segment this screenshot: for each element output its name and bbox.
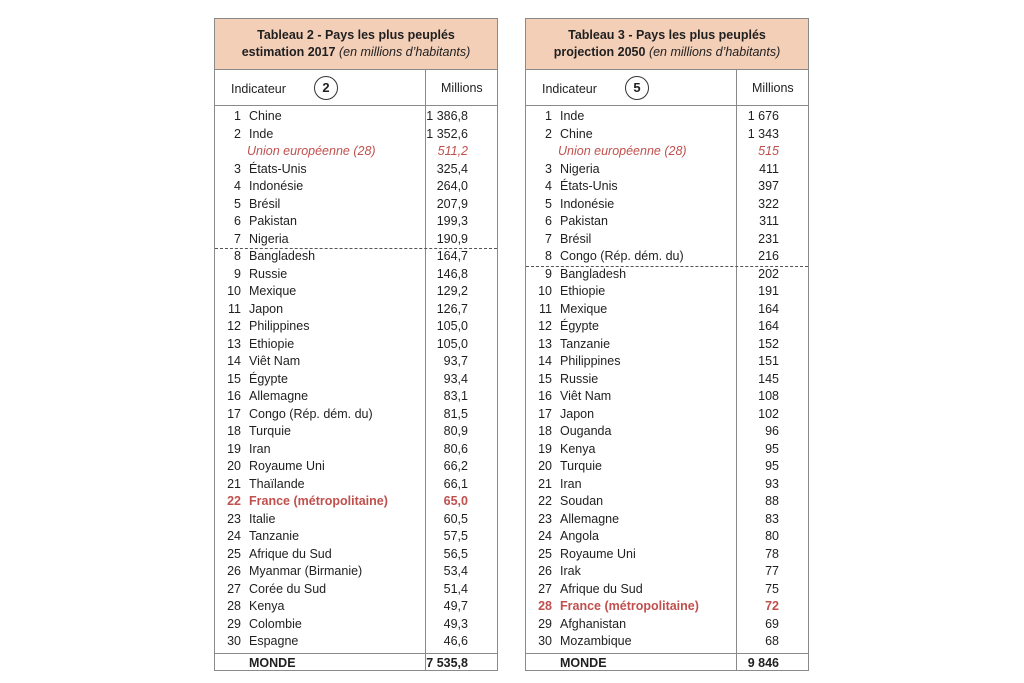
rank-cell: 15 — [227, 371, 241, 386]
country-cell: Allemagne — [249, 389, 309, 403]
table-row — [526, 423, 808, 441]
country-cell: Pakistan — [560, 214, 608, 228]
value-cell: 1 386,8 — [426, 109, 468, 123]
value-cell: 77 — [765, 564, 779, 578]
value-cell: 49,7 — [443, 599, 468, 613]
value-cell: 1 343 — [747, 126, 779, 141]
rank-cell: 14 — [538, 354, 552, 368]
rank-cell: 28 — [538, 599, 552, 613]
rank-cell: 6 — [545, 214, 552, 228]
value-cell: 146,8 — [436, 266, 468, 281]
value-cell: 66,2 — [443, 459, 468, 473]
total-label: MONDE — [249, 656, 296, 670]
country-cell: Tanzanie — [249, 529, 300, 543]
value-cell: 397 — [758, 179, 779, 193]
value-cell: 95 — [765, 441, 779, 456]
table-row — [215, 388, 497, 406]
value-cell: 164 — [758, 319, 779, 333]
table-row — [526, 371, 808, 389]
millions-column-label: Millions — [752, 81, 794, 95]
table-title: Tableau 3 - Pays les plus peuplés — [568, 28, 766, 42]
table-subtitle — [554, 44, 781, 61]
rank-cell: 28 — [227, 599, 241, 613]
value-cell: 190,9 — [436, 231, 468, 246]
rank-cell: 23 — [227, 511, 241, 526]
rank-cell: 15 — [538, 371, 552, 386]
rank-cell: 4 — [545, 179, 552, 193]
value-cell: 88 — [765, 494, 779, 508]
rank-cell: 23 — [538, 511, 552, 526]
table-row — [526, 406, 808, 424]
table-row — [215, 598, 497, 616]
table-row — [215, 458, 497, 476]
country-cell: Tanzanie — [560, 336, 611, 351]
subtitle-unit: (en millions d’habitants) — [648, 45, 781, 59]
total-value: 9 846 — [747, 656, 779, 670]
value-cell: 102 — [758, 406, 779, 421]
table-row — [526, 213, 808, 231]
rank-cell: 13 — [538, 336, 552, 351]
value-cell: 105,0 — [436, 336, 468, 351]
country-cell: Russie — [249, 266, 288, 281]
value-cell: 129,2 — [436, 284, 468, 298]
table-row — [526, 143, 808, 161]
country-cell: Japon — [560, 406, 595, 421]
country-cell: Chine — [560, 126, 593, 141]
indicator-column-label: Indicateur — [231, 82, 286, 96]
value-cell: 69 — [765, 616, 779, 631]
country-cell: Turquie — [560, 459, 602, 473]
table-row — [526, 581, 808, 599]
country-cell: Italie — [249, 511, 276, 526]
value-cell: 51,4 — [443, 581, 468, 596]
column-header-row — [526, 70, 808, 106]
country-cell: Brésil — [249, 196, 281, 211]
table-row — [526, 563, 808, 581]
table-row — [526, 528, 808, 546]
value-cell: 68 — [765, 634, 779, 648]
table-row — [526, 598, 808, 616]
millions-column-label: Millions — [441, 81, 483, 95]
country-cell: France (métropolitaine) — [249, 494, 388, 508]
country-cell: Turquie — [249, 424, 291, 438]
value-cell: 65,0 — [443, 494, 468, 508]
rank-cell: 26 — [538, 564, 552, 578]
rank-cell: 29 — [227, 616, 241, 631]
subtitle-period: projection 2050 — [553, 45, 646, 59]
table-row — [526, 633, 808, 651]
rank-cell: 2 — [234, 126, 241, 141]
value-cell: 96 — [765, 424, 779, 438]
value-cell: 75 — [765, 581, 779, 596]
table-row — [215, 318, 497, 336]
table-row — [215, 161, 497, 179]
table-row — [526, 616, 808, 634]
value-cell: 105,0 — [436, 319, 468, 333]
rank-cell: 1 — [234, 109, 241, 123]
country-cell: Viêt Nam — [249, 354, 301, 368]
rank-cell: 22 — [538, 494, 552, 508]
rank-cell: 30 — [227, 634, 241, 648]
value-cell: 46,6 — [443, 634, 468, 648]
table-row — [526, 458, 808, 476]
table-row — [215, 546, 497, 564]
value-cell: 325,4 — [436, 161, 468, 176]
table-row — [215, 196, 497, 214]
value-cell: 80,6 — [443, 441, 468, 456]
rank-cell: 18 — [538, 424, 552, 438]
value-cell: 311 — [759, 214, 779, 228]
table-row — [215, 406, 497, 424]
table-row — [526, 546, 808, 564]
value-cell: 264,0 — [436, 179, 468, 193]
rank-cell: 24 — [227, 529, 241, 543]
rank-cell: 4 — [234, 179, 241, 193]
table-row — [526, 353, 808, 371]
country-cell: Afrique du Sud — [249, 546, 332, 561]
rank-cell: 20 — [227, 459, 241, 473]
value-cell: 49,3 — [443, 616, 468, 631]
country-cell: Brésil — [560, 231, 592, 246]
value-cell: 164 — [758, 301, 779, 316]
value-cell: 216 — [758, 249, 779, 263]
country-cell: Irak — [560, 564, 581, 578]
country-cell: Bangladesh — [249, 249, 316, 263]
table-row — [526, 248, 808, 266]
table-row — [215, 493, 497, 511]
table-row — [215, 231, 497, 249]
rank-cell: 20 — [538, 459, 552, 473]
value-cell: 511,2 — [437, 144, 468, 158]
rank-cell: 6 — [234, 214, 241, 228]
table-row — [215, 581, 497, 599]
table-row — [215, 563, 497, 581]
country-cell: Iran — [249, 441, 271, 456]
country-cell: Espagne — [249, 634, 299, 648]
table-row — [215, 423, 497, 441]
table-row — [215, 301, 497, 319]
country-cell: Colombie — [249, 616, 302, 631]
country-cell: Kenya — [249, 599, 285, 613]
table-row — [526, 301, 808, 319]
country-cell: Mexique — [249, 284, 297, 298]
value-cell: 199,3 — [436, 214, 468, 228]
value-cell: 83,1 — [443, 389, 468, 403]
rank-cell: 11 — [228, 301, 241, 316]
value-cell: 53,4 — [443, 564, 468, 578]
country-cell: Indonésie — [560, 196, 615, 211]
rank-cell: 9 — [545, 266, 552, 281]
indicator-column-label: Indicateur — [542, 82, 597, 96]
table-row — [526, 196, 808, 214]
value-cell: 191 — [758, 284, 779, 298]
value-cell: 126,7 — [436, 301, 468, 316]
table-row — [526, 126, 808, 144]
table-header — [526, 19, 808, 70]
table-row — [215, 353, 497, 371]
rank-cell: 5 — [545, 196, 552, 211]
country-cell: Égypte — [560, 319, 599, 333]
rank-cell: 3 — [234, 161, 241, 176]
country-cell: Mozambique — [560, 634, 632, 648]
rank-cell: 14 — [227, 354, 241, 368]
country-cell: Inde — [560, 109, 585, 123]
table-subtitle — [242, 44, 471, 61]
country-cell: Philippines — [560, 354, 621, 368]
country-cell: Bangladesh — [560, 266, 627, 281]
rank-cell: 10 — [227, 284, 241, 298]
country-cell: Afrique du Sud — [560, 581, 643, 596]
table-row — [215, 476, 497, 494]
value-cell: 515 — [758, 144, 779, 158]
rank-cell: 27 — [538, 581, 552, 596]
table-row — [526, 231, 808, 249]
table-row — [215, 528, 497, 546]
rank-cell: 8 — [234, 249, 241, 263]
value-cell: 231 — [758, 231, 779, 246]
value-cell: 207,9 — [436, 196, 468, 211]
table-2-most-populous-2017 — [214, 18, 498, 671]
table-row — [215, 633, 497, 651]
rank-cell: 21 — [227, 476, 241, 491]
table-row — [526, 336, 808, 354]
rank-cell: 13 — [227, 336, 241, 351]
table-header — [215, 19, 497, 70]
total-row — [526, 653, 808, 672]
country-cell: Nigeria — [249, 231, 289, 246]
table-row — [215, 178, 497, 196]
total-row — [215, 653, 497, 672]
country-cell: Iran — [560, 476, 582, 491]
country-cell: Afghanistan — [560, 616, 627, 631]
value-cell: 60,5 — [443, 511, 468, 526]
country-cell: Myanmar (Birmanie) — [249, 564, 363, 578]
value-cell: 108 — [758, 389, 779, 403]
value-cell: 80 — [765, 529, 779, 543]
rank-cell: 1 — [545, 109, 552, 123]
country-cell: États-Unis — [249, 161, 307, 176]
table-row — [215, 511, 497, 529]
value-cell: 202 — [758, 266, 779, 281]
country-cell: Ethiopie — [560, 284, 606, 298]
value-cell: 72 — [765, 599, 779, 613]
country-cell: Indonésie — [249, 179, 304, 193]
rank-cell: 21 — [538, 476, 552, 491]
value-cell: 56,5 — [443, 546, 468, 561]
value-cell: 95 — [765, 459, 779, 473]
table-row — [215, 126, 497, 144]
rank-cell: 9 — [234, 266, 241, 281]
table-row — [215, 108, 497, 126]
rank-cell: 7 — [545, 231, 552, 246]
rank-cell: 25 — [538, 546, 552, 561]
rank-cell: 19 — [227, 441, 241, 456]
rank-cell: 24 — [538, 529, 552, 543]
value-cell: 81,5 — [443, 406, 468, 421]
country-cell: Égypte — [249, 371, 288, 386]
country-cell: Japon — [249, 301, 284, 316]
table-row — [215, 371, 497, 389]
rank-cell: 26 — [227, 564, 241, 578]
table-row — [526, 283, 808, 301]
value-cell: 152 — [758, 336, 779, 351]
country-cell: Philippines — [249, 319, 310, 333]
country-cell: Royaume Uni — [249, 459, 325, 473]
value-cell: 93,7 — [443, 354, 468, 368]
rank-cell: 25 — [227, 546, 241, 561]
rank-cell: 27 — [227, 581, 241, 596]
table-row — [215, 143, 497, 161]
country-cell: Chine — [249, 109, 282, 123]
country-cell: Congo (Rép. dém. du) — [560, 249, 684, 263]
table-row — [526, 161, 808, 179]
rank-cell: 22 — [227, 494, 241, 508]
country-cell: Ouganda — [560, 424, 612, 438]
table-row — [526, 493, 808, 511]
rank-cell: 10 — [538, 284, 552, 298]
rank-cell: 17 — [227, 406, 241, 421]
indicator-number-badge: 2 — [314, 76, 338, 100]
country-cell: Allemagne — [560, 511, 620, 526]
table-row — [215, 266, 497, 284]
value-cell: 66,1 — [443, 476, 468, 491]
rank-cell: 11 — [539, 301, 552, 316]
table-row — [215, 248, 497, 266]
value-cell: 93,4 — [443, 371, 468, 386]
table-title: Tableau 2 - Pays les plus peuplés — [257, 28, 455, 42]
country-cell: Nigeria — [560, 161, 600, 176]
value-cell: 145 — [758, 371, 779, 386]
rank-cell: 12 — [538, 319, 552, 333]
subtitle-unit: (en millions d’habitants) — [338, 45, 471, 59]
table-row — [526, 318, 808, 336]
rank-cell: 17 — [538, 406, 552, 421]
table-row — [526, 476, 808, 494]
country-cell: Angola — [560, 529, 599, 543]
rank-cell: 7 — [234, 231, 241, 246]
value-cell: 83 — [765, 511, 779, 526]
rank-cell: 16 — [227, 389, 241, 403]
rank-cell: 18 — [227, 424, 241, 438]
indicator-number-badge: 5 — [625, 76, 649, 100]
table-row — [215, 616, 497, 634]
table-row — [215, 441, 497, 459]
country-cell: États-Unis — [560, 179, 618, 193]
subtitle-period: estimation 2017 — [241, 45, 336, 59]
value-cell: 78 — [765, 546, 779, 561]
value-cell: 164,7 — [436, 249, 468, 263]
value-cell: 322 — [758, 196, 779, 211]
country-cell: Ethiopie — [249, 336, 295, 351]
country-cell: Royaume Uni — [560, 546, 636, 561]
rank-cell: 19 — [538, 441, 552, 456]
country-cell: Russie — [560, 371, 599, 386]
country-cell: Union européenne (28) — [558, 144, 687, 158]
country-cell: Mexique — [560, 301, 608, 316]
rank-cell: 12 — [227, 319, 241, 333]
total-value: 7 535,8 — [426, 656, 468, 670]
table-row — [526, 441, 808, 459]
country-cell: Pakistan — [249, 214, 297, 228]
value-cell: 411 — [759, 161, 779, 176]
value-cell: 57,5 — [443, 529, 468, 543]
table-row — [526, 511, 808, 529]
rank-cell: 5 — [234, 196, 241, 211]
country-cell: Viêt Nam — [560, 389, 612, 403]
column-header-row — [215, 70, 497, 106]
table-row — [215, 336, 497, 354]
table-3-most-populous-2050 — [525, 18, 809, 671]
country-cell: Union européenne (28) — [247, 144, 376, 158]
table-row — [215, 283, 497, 301]
rank-cell: 2 — [545, 126, 552, 141]
country-cell: Inde — [249, 126, 274, 141]
country-cell: Thaïlande — [249, 476, 305, 491]
value-cell: 93 — [765, 476, 779, 491]
table-row — [526, 108, 808, 126]
rank-cell: 3 — [545, 161, 552, 176]
table-row — [526, 178, 808, 196]
rank-cell: 16 — [538, 389, 552, 403]
table-row — [526, 388, 808, 406]
total-label: MONDE — [560, 656, 607, 670]
rank-cell: 30 — [538, 634, 552, 648]
country-cell: Kenya — [560, 441, 596, 456]
rank-cell: 8 — [545, 249, 552, 263]
value-cell: 1 676 — [747, 109, 779, 123]
country-cell: Corée du Sud — [249, 581, 327, 596]
country-cell: France (métropolitaine) — [560, 599, 699, 613]
value-cell: 1 352,6 — [426, 126, 468, 141]
table-row — [526, 266, 808, 284]
table-row — [215, 213, 497, 231]
country-cell: Soudan — [560, 494, 604, 508]
value-cell: 80,9 — [443, 424, 468, 438]
rank-cell: 29 — [538, 616, 552, 631]
country-cell: Congo (Rép. dém. du) — [249, 406, 373, 421]
value-cell: 151 — [758, 354, 779, 368]
